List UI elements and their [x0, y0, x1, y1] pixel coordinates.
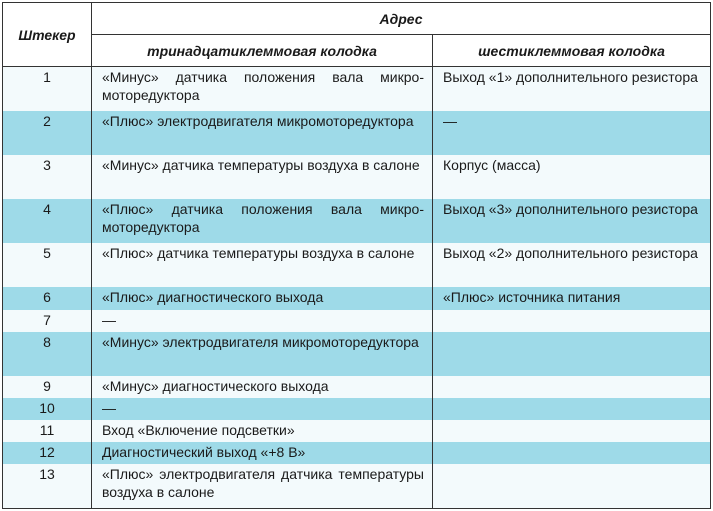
thirteen-pin-address: «Плюс» датчика положения вала микромоторедуктора — [92, 199, 433, 243]
header-plug: Штекер — [3, 3, 92, 67]
thirteen-pin-address: Вход «Включение подсветки» — [92, 420, 433, 442]
plug-number: 1 — [3, 67, 92, 111]
plug-number: 6 — [3, 287, 92, 309]
table-row — [3, 310, 711, 332]
header-thirteen-pin-block: тринадцатиклеммовая колодка — [92, 35, 433, 67]
six-pin-address — [433, 332, 711, 376]
plug-number: 10 — [3, 398, 92, 420]
table-row — [3, 332, 711, 376]
table-row — [3, 398, 711, 420]
six-pin-address: Выход «1» дополнительного резистора — [433, 67, 711, 111]
six-pin-address: «Плюс» источника питания — [433, 287, 711, 309]
six-pin-address — [433, 420, 711, 442]
six-pin-address: Выход «2» дополнительного резистора — [433, 243, 711, 287]
table-row — [3, 464, 711, 508]
six-pin-address — [433, 398, 711, 420]
table-row — [3, 442, 711, 464]
table-row — [3, 111, 711, 155]
pin-address-table — [2, 2, 711, 509]
thirteen-pin-address: «Плюс» электродвигателя микромоторедуктора — [92, 111, 433, 155]
thirteen-pin-address: «Плюс» диагностического выхода — [92, 287, 433, 309]
thirteen-pin-address: «Минус» диагностического выхода — [92, 376, 433, 398]
thirteen-pin-address: «Минус» датчика температуры воздуха в салоне — [92, 155, 433, 199]
header-address: Адрес — [92, 3, 711, 35]
plug-number: 11 — [3, 420, 92, 442]
header-six-pin-block: шестиклеммовая колодка — [433, 35, 711, 67]
plug-number: 5 — [3, 243, 92, 287]
plug-number: 9 — [3, 376, 92, 398]
six-pin-address: — — [433, 111, 711, 155]
table-row — [3, 376, 711, 398]
thirteen-pin-address: «Плюс» датчика температуры воздуха в салоне — [92, 243, 433, 287]
plug-number: 8 — [3, 332, 92, 376]
plug-number: 3 — [3, 155, 92, 199]
table-row — [3, 287, 711, 309]
six-pin-address — [433, 464, 711, 508]
thirteen-pin-address: «Минус» датчика положения вала микромоторедуктора — [92, 67, 433, 111]
six-pin-address: Корпус (масса) — [433, 155, 711, 199]
thirteen-pin-address: Диагностический выход «+8 В» — [92, 442, 433, 464]
table-row — [3, 67, 711, 111]
table-row — [3, 420, 711, 442]
plug-number: 13 — [3, 464, 92, 508]
plug-number: 12 — [3, 442, 92, 464]
thirteen-pin-address: «Плюс» электродвигателя датчика температуры воздуха в салоне — [92, 464, 433, 508]
thirteen-pin-address: — — [92, 398, 433, 420]
plug-number: 4 — [3, 199, 92, 243]
six-pin-address: Выход «3» дополнительного резистора — [433, 199, 711, 243]
six-pin-address — [433, 376, 711, 398]
six-pin-address — [433, 310, 711, 332]
six-pin-address — [433, 442, 711, 464]
thirteen-pin-address: «Минус» электродвигателя микромоторедуктора — [92, 332, 433, 376]
table-row — [3, 155, 711, 199]
plug-number: 7 — [3, 310, 92, 332]
plug-number: 2 — [3, 111, 92, 155]
thirteen-pin-address: — — [92, 310, 433, 332]
table-row — [3, 199, 711, 243]
table-row — [3, 243, 711, 287]
